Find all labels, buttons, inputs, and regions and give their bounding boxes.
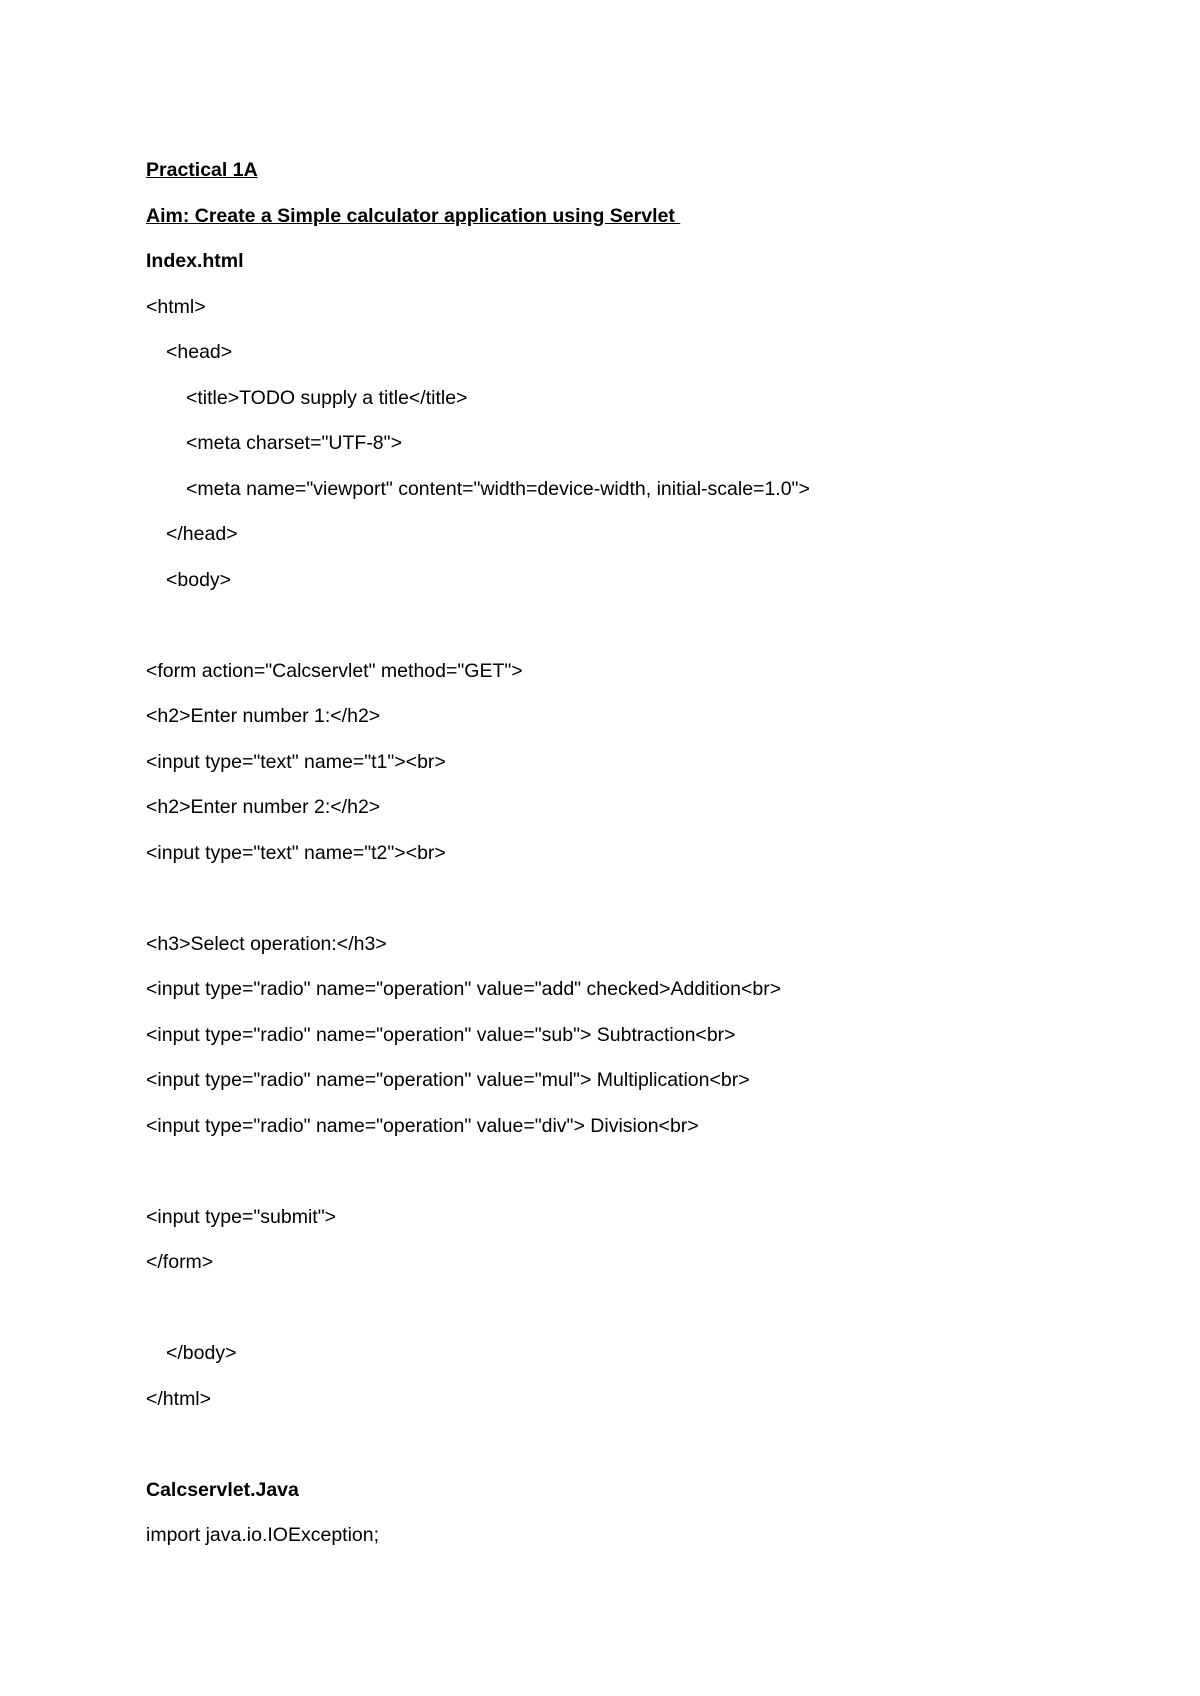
code-line: import java.io.IOException; [146, 1524, 380, 1546]
code-line: <meta charset="UTF-8"> [186, 432, 402, 454]
code-line: <input type="radio" name="operation" value="mul"> Multiplication<br> [146, 1069, 750, 1091]
code-line: </body> [166, 1342, 237, 1364]
document-content [146, 148, 1146, 1559]
code-line: <head> [166, 341, 233, 363]
code-line: <h2>Enter number 2:</h2> [146, 796, 381, 818]
code-line: <h3>Select operation:</h3> [146, 932, 387, 955]
blank-line [146, 876, 1146, 922]
aim-heading: Aim: Create a Simple calculator application using Servlet [146, 204, 681, 227]
code-line: <input type="submit"> [146, 1205, 337, 1228]
code-line: <input type="radio" name="operation" value="sub"> Subtraction<br> [146, 1023, 736, 1046]
code-line: </head> [166, 523, 238, 545]
code-line: <input type="radio" name="operation" value="div"> Division<br> [146, 1114, 699, 1137]
code-line: <input type="text" name="t2"><br> [146, 841, 446, 864]
practical-title: Practical 1A [146, 159, 258, 181]
code-line: <title>TODO supply a title</title> [186, 386, 468, 409]
file-heading-index-html: Index.html [146, 250, 244, 272]
code-line: <html> [146, 295, 206, 318]
code-line: <h2>Enter number 1:</h2> [146, 705, 381, 727]
code-line: <form action="Calcservlet" method="GET"> [146, 659, 523, 682]
blank-line [146, 603, 1146, 649]
code-line: <body> [166, 568, 232, 591]
blank-line [146, 1422, 1146, 1468]
code-line: </form> [146, 1251, 214, 1273]
file-heading-calcservlet-java: Calcservlet.Java [146, 1478, 299, 1501]
code-line: <meta name="viewport" content="width=device-width, initial-scale=1.0"> [186, 477, 810, 500]
code-line: <input type="radio" name="operation" value="add" checked>Addition<br> [146, 978, 782, 1000]
code-line: <input type="text" name="t1"><br> [146, 750, 446, 773]
code-line: </html> [146, 1387, 212, 1410]
blank-line [146, 1286, 1146, 1332]
blank-line [146, 1149, 1146, 1195]
